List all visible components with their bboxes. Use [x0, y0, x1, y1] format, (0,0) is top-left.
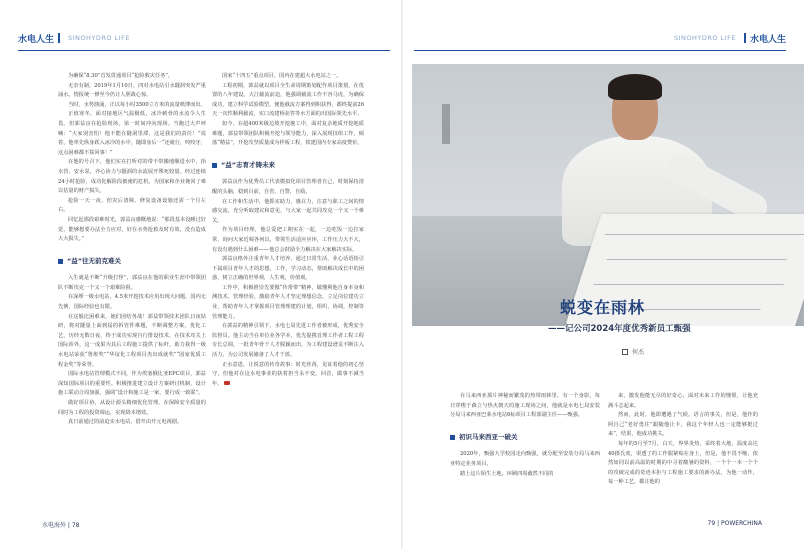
- paragraph: 国际水电站管理模式不同，作为埃塞俄比亚EPC项目，郭益深知国际项目的重要性。积极推进建立设计方案研讨机制，设计施工联动合周加强，强调“设计和施工是一家，要行成一致联”。: [58, 371, 206, 397]
- section-subhead: [212, 161, 364, 171]
- square-bullet-icon: [58, 259, 63, 264]
- engineer-portrait-photo: [412, 64, 804, 326]
- paragraph: 无奈有制。2019年1月10日，四对水电站引水隧洞突发严重涌水。情报统一修至今仍让人胆战心惊。: [58, 82, 206, 99]
- paragraph: 工作中，积极推崇先要傲“传帮带”精神，做懂利他自身本身和测技术，管理经验，激励青年人才坚定理想信念，立足岗位建功立业，帮助青年人才掌握项目管理理建的计划，组织，协调，控制等管理能力。: [212, 284, 364, 320]
- paragraph: 正值寒冬，面对接地区气温极低，冰冷刺骨的水流令人生畏。但郭益良在抢险现场，第一时间冲向现场。当跑过大声呼喊：“大家别害怕！他不能在隧洞里滞，这是我们的责任！”说着，他率先纵身跃入冰冷的水中，随即身后一“还就行，咬咬牙，这点困难都不算回事！”: [58, 111, 206, 156]
- paragraph: 在郭益的精神引领下，水电七局先进工作者被形成，优秀安全监督员。他主动当在单位业各学本，优先提携首理工作者工程工程专长总调，一批青年骨干人才脱颖而出，为工程建设谱贡不断注入活力，为公司发展储备了人才干部。: [212, 323, 364, 359]
- paragraph: 如今，在超400米级边坡开挖施工中，面对复杂地质开挖地质难题，郭益带领团队积极开挖与领导能力，深入展现技组工作，倾落“精益”，开挖攻坚质量成为样板工程，铁建国内专家高度赞价。: [212, 120, 364, 147]
- left-running-header: [18, 28, 134, 48]
- subhead-text: “益”往无前克难关: [67, 256, 122, 265]
- author-box-icon: [622, 349, 628, 355]
- right-header-en: SINOHYDRO LIFE: [674, 34, 736, 42]
- person-hair: [608, 74, 662, 100]
- paragraph: 作为项目经理，他总爱把工期实在一起，一边吃饭一边拉家常，询问大家近蜀各何以，带领生活适应应环，工作压力大不大，有没有遇到什么困难——他总会鼓励全力解决在大家解决实际。: [212, 227, 364, 253]
- paragraph: 在工作和生活中，他抓实助力，感召力，注意与职工之间的情感交流，充分听取建议和意见，与大家一起共同攻克一个又一个难关。: [212, 198, 364, 224]
- article-subtitle: ——记公司2024年度优秀新员工甄强: [548, 324, 691, 334]
- right-column-2: [608, 392, 758, 532]
- right-header-section: 水电人生: [749, 34, 786, 45]
- right-column-1: [450, 392, 600, 532]
- paragraph: 入生就是不断“升级打怪”，郭益良在他的职业生涯中带领团队不断攻克一个又一个艰难险阻。: [58, 275, 206, 291]
- paragraph: 做好项目协，从设计源头精细优化管理，在保障安全质量的同时为工程的投资调运，实现降本增效。: [58, 400, 206, 416]
- drawing-line: [607, 259, 787, 260]
- paragraph: 在深埋一级水电站，4.5米开挖技术应用出现大问题，国内无先例，国际经验也有限。: [58, 294, 206, 311]
- left-header-en: SINOHYDRO LIFE: [68, 34, 130, 42]
- subhead-text: 初识马来西亚一破关: [459, 432, 518, 441]
- subhead-text: “益”志育才铸未来: [221, 160, 276, 169]
- left-column-2: [212, 72, 364, 517]
- paragraph: 每年的5月至7月，白天，界界炎热，采终着大地，温度高达40摄氏度，渠透了的工作服紧贴在身上，但是，他不畏不缩，依然如同以前高温的时期的中寻着酸暑的资料，一个个一本一个个的攻破完成的奇迹本拒与工程施工要求的新办法，为他一动作，每一种工艺，都注他的: [608, 440, 758, 486]
- paragraph: 为确保“8.30”首发贯通项目“抢险救灾任务”，: [68, 73, 174, 79]
- author-name: 何杰: [632, 349, 645, 356]
- article-title: 蜕变在雨林: [560, 298, 646, 317]
- paragraph: 当时，水势汹涌，正以每小时3500立方米的流量喷薄而出。: [68, 101, 206, 108]
- paragraph: 在这般比困难来，她们团结务战！郭益带领技术团队日夜钻研，将对隧量上面到届的拆管件难题，不断调整方案，优化工艺，历经无数日夜，终于成功实现自行排设技术，在技术攻关上国际涉外，这一成果为其后工程施工提供了标杆，助力我得一级水电站荣获“鲁班奖”“华谊化工程项目杰出成就奖”“国家优质工程金奖”等荣誉。: [58, 313, 206, 368]
- paragraph: 郭益良格外注重青年人才培养，通过日常生活，业心话语指引下属项目青年人才的思想，工作，学习动态，帮助解决成长中的困惑，树立正确的世界观，人生观，价值观。: [212, 256, 364, 282]
- right-page-footer: 79 | POWERCHINA: [707, 520, 762, 527]
- paragraph: 工程初期，郭益就以项目全生命周期策划配作项目策划，在优置的八年建设。大江截流前迫，他强调截流工作不容马虎，为确保成功，建立科学试验模型，便他截流方案得到积获得，都终提前26天一次性顺利截流，实口流建桥获答等水方面的出国际领先水平。: [212, 82, 364, 118]
- right-running-header: [670, 28, 786, 48]
- paragraph: 来，激发他能无尽的好奇心，面对未来工作的憧憬，让他充满斗志起来。: [608, 393, 758, 409]
- paragraph: 回忆起那段艰难时光，郭益良感慨地说：“那段基本没睡过好觉，能够想要办法全力应对，好在水势抢救及时有效，没有造成大大损失。”: [58, 216, 206, 243]
- paragraph: [212, 361, 364, 390]
- paragraph: 真日前通过的前迫实水电站，借开由开元电视剧。: [68, 419, 183, 426]
- section-subhead: [58, 257, 206, 267]
- header-divider-bar: [744, 33, 746, 43]
- article-end-mark-icon: [224, 381, 230, 385]
- author-line: [622, 347, 644, 356]
- paragraph: 抢险一天一夜，但灾后清障、修复设备设施还需一个月左右。: [58, 197, 206, 214]
- left-header-rule: [18, 50, 390, 51]
- drawing-line: [605, 234, 804, 235]
- left-header-section: 水电人生: [18, 34, 55, 45]
- right-header-rule: [414, 50, 786, 51]
- paragraph: 在马来西亚那片神秘而繁茂的热带雨林里，有一个身影，每日穿梭于森立与热火朝天的施工现场之间，他就是水电七局安装分局马来西亚巴莱水电站6标项目工程部副主任——甄强。: [450, 393, 600, 419]
- paragraph: 郭益良作为优秀员工代表模拟化项目管理者自己，时刻保持清醒的头脑，稳到目前，自省，自警，自励。: [212, 179, 364, 195]
- paragraph-text: 正水意恩，让锐意的传奇故事：时光荏苒，见证着他的初心坚守，但他对在这水电事业的执着担当永不变。回首，做事不減当年。: [212, 361, 364, 387]
- paragraph: 2020年，甄强大学校园走向甄强，就分配至安装分局马来西亚特定业务项目。: [450, 451, 600, 467]
- page-spine: [401, 0, 403, 549]
- left-page-footer: 水电海外 | 78: [42, 522, 80, 529]
- paragraph: 踏上这片陌生土地，环顾四周截然不同的: [460, 470, 554, 477]
- square-bullet-icon: [212, 163, 217, 168]
- paragraph: 国家“十四五”重点项目，国内在建超大水电站之一。: [222, 73, 342, 79]
- drawing-line: [593, 284, 783, 285]
- header-divider-bar: [58, 33, 60, 43]
- square-bullet-icon: [450, 435, 455, 440]
- left-column-1: [58, 72, 206, 517]
- section-subhead: [450, 433, 600, 443]
- paragraph: 然而，此时，他即遭遇了气候。语言的事关，但是，他作的阿自己“老好勇往”跟随他让卡，我这个年轻人也一定能够挺过来”，结果，他成功挑关。: [608, 412, 758, 438]
- paragraph: 在他的号召下，他们实在打听对的带不带搬地顺进水中，抬水管、安水泵，齐心协力与隧洞的水流展开殊死较量。经过连续24小时抢险，成功化解险段被淹的危机，为国家和企业挽回了难以估量的财产损失。: [58, 159, 206, 195]
- photo-fixture: [442, 104, 450, 144]
